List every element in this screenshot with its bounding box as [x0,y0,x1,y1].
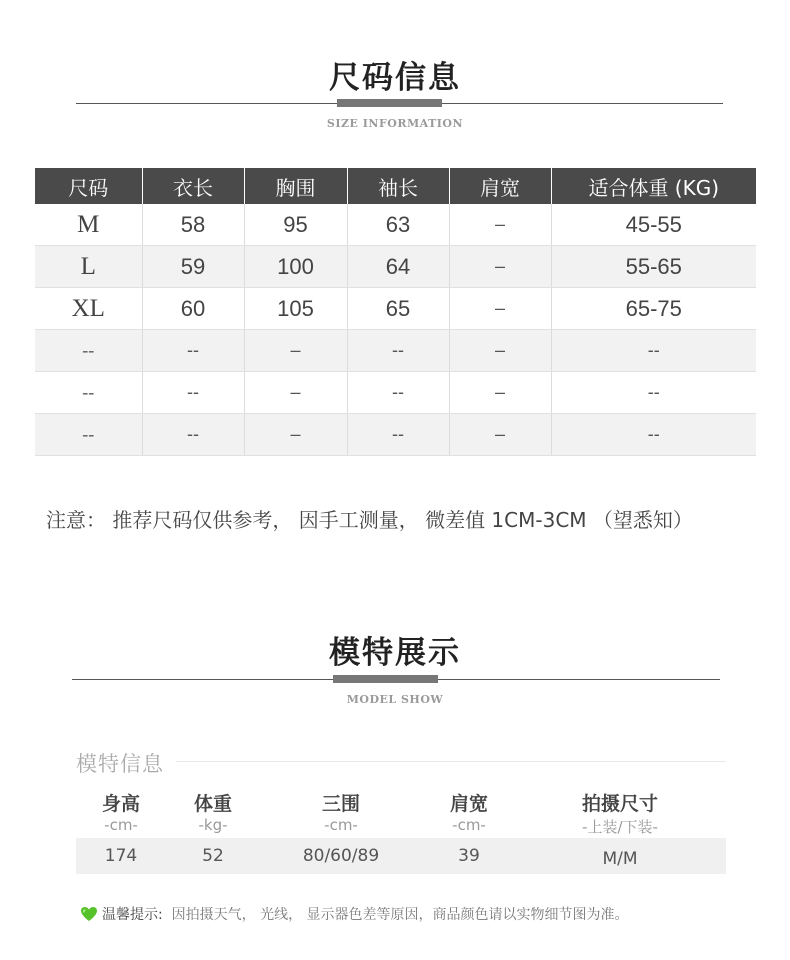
model-col-unit: -cm- [324,816,358,834]
cell-sleeve: -- [347,372,449,414]
cell-shoulder: – [449,330,551,372]
model-col-value: 39 [458,846,480,866]
cell-length: -- [142,372,244,414]
cell-sleeve: 63 [347,204,449,246]
header-length: 衣长 [142,168,244,204]
cell-length: 58 [142,204,244,246]
cell-size: L [35,246,142,288]
cell-shoulder: – [449,372,551,414]
tip-label: 温馨提示: [102,907,163,923]
cell-sleeve: 64 [347,246,449,288]
model-info-rule [176,761,726,762]
model-col-value: 174 [104,846,138,866]
header-sleeve: 袖长 [347,168,449,204]
cell-weight: -- [551,372,756,414]
model-section-bar [333,675,438,683]
cell-length: 59 [142,246,244,288]
model-col-shooting-size [550,789,690,869]
cell-length: -- [142,414,244,456]
model-col-unit: -kg- [198,816,228,834]
size-section-bar [337,99,442,107]
table-row [35,204,756,246]
cell-chest: – [244,372,347,414]
model-col-value: 80/60/89 [302,846,380,866]
model-col-measurements [281,789,401,866]
warm-tip [80,904,629,926]
model-col-label: 三围 [321,793,360,815]
cell-sleeve: -- [347,414,449,456]
model-col-label: 身高 [101,793,140,815]
cell-chest: 105 [244,288,347,330]
cell-weight: 45-55 [551,204,756,246]
table-row [35,246,756,288]
model-col-shoulder [424,789,514,866]
header-size: 尺码 [35,168,142,204]
tip-text: 因拍摄天气， 光线， 显示器色差等原因，商品颜色请以实物细节图为准。 [171,907,629,923]
cell-shoulder: – [449,246,551,288]
model-col-unit: -上装/下装- [582,818,658,836]
cell-sleeve: -- [347,330,449,372]
cell-size: XL [35,288,142,330]
cell-chest: 95 [244,204,347,246]
model-col-height [76,789,166,866]
header-chest: 胸围 [244,168,347,204]
cell-chest: – [244,330,347,372]
cell-shoulder: – [449,204,551,246]
model-col-unit: -cm- [452,816,486,834]
cell-length: 60 [142,288,244,330]
size-section-title: 尺码信息 [329,60,461,96]
model-col-label: 体重 [193,793,232,815]
model-col-weight [168,789,258,866]
cell-weight: 65-75 [551,288,756,330]
size-table [35,168,756,456]
model-col-value: 52 [202,846,224,866]
table-row [35,372,756,414]
cell-size: -- [35,372,142,414]
size-note: 注意： 推荐尺码仅供参考， 因手工测量， 微差值 1CM-3CM （望悉知） [46,508,693,532]
model-col-label: 肩宽 [449,793,488,815]
cell-shoulder: – [449,288,551,330]
cell-chest: – [244,414,347,456]
model-info-title: 模特信息 [76,752,164,776]
cell-chest: 100 [244,246,347,288]
cell-size: -- [35,330,142,372]
green-heart-icon [80,906,98,926]
cell-size: -- [35,414,142,456]
table-row [35,330,756,372]
model-col-unit: -cm- [104,816,138,834]
cell-weight: -- [551,330,756,372]
model-col-label: 拍摄尺寸 [581,793,658,815]
cell-shoulder: – [449,414,551,456]
cell-length: -- [142,330,244,372]
header-shoulder: 肩宽 [449,168,551,204]
size-table-header-row [35,168,756,204]
cell-weight: 55-65 [551,246,756,288]
cell-weight: -- [551,414,756,456]
cell-sleeve: 65 [347,288,449,330]
model-section-subtitle: MODEL SHOW [346,693,444,706]
header-weight: 适合体重 (KG) [551,168,756,204]
cell-size: M [35,204,142,246]
model-section-title: 模特展示 [329,635,461,671]
size-section-subtitle: SIZE INFORMATION [326,117,464,130]
model-col-value: M/M [602,849,638,869]
table-row [35,414,756,456]
table-row [35,288,756,330]
